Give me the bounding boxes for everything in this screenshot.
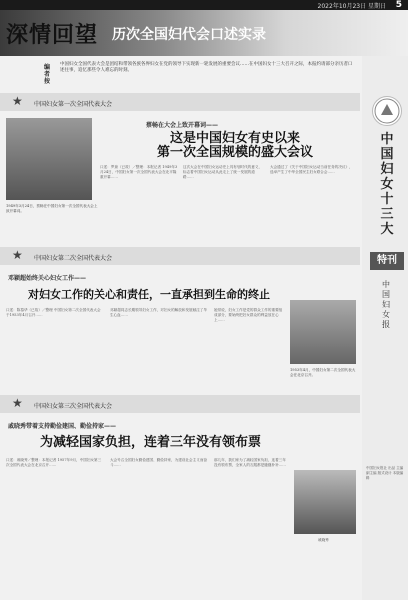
subheading-1: 蔡畅在大会上致开幕词—— (146, 122, 219, 129)
subheading-2: 邓颖超始终关心妇女工作—— (8, 275, 87, 282)
photo-1 (6, 118, 92, 200)
column-3c: 那几年，我们家为了减轻国家负担，连着三年没有领布票，全家人的衣服都是缝缝补补…… (214, 458, 286, 467)
editor-note: 中国妇女全国代表大会是团结和带领各族各界妇女在党的领导下实现新一轮发展的重要会议……在中国妇女十三大召开之际，本报约请部分亲历者口述往事，追忆那些令人难忘的时刻。 (60, 62, 353, 73)
banner-subtitle: 历次全国妇代会口述实录 (112, 27, 266, 43)
newspaper-logo: 中国妇女报 (382, 280, 390, 329)
caption-1: 1949年3月24日，蔡畅在中国妇女第一次全国代表大会上致开幕词。 (6, 204, 98, 213)
photo-3 (294, 470, 356, 534)
photo-2 (290, 300, 356, 364)
column-3a: 口述：戚晓秀／整理：本报记者 1957年9月，中国妇女第三次全国代表大会在北京召开…… (6, 458, 102, 467)
column-2c: 她常说，妇女工作是党的群众工作的重要组成部分，要始终把妇女群众的利益放在心上…… (214, 308, 283, 322)
special-issue-badge: 特刊 (370, 252, 404, 270)
section-title-3: 中国妇女第三次全国代表大会 (34, 403, 113, 410)
star-icon: ★ (12, 396, 23, 410)
headline-3: 为减轻国家负担，连着三年没有领布票 (40, 435, 262, 450)
caption-2: 1953年4月，中国妇女第二次全国代表大会在北京召开。 (290, 368, 356, 377)
column-3b: 大会号召全国妇女勤俭建国、勤俭持家，为建设社会主义而奋斗…… (110, 458, 208, 467)
star-icon: ★ (12, 94, 23, 108)
caption-3: 戚晓秀 (318, 538, 329, 542)
page-number: 5 (395, 0, 402, 10)
womens-federation-emblem-icon (372, 96, 402, 126)
column-2b: 邓颖超同志长期领导妇女工作，对妇女的解放和发展倾注了毕生心血…… (110, 308, 208, 317)
banner-title: 深情回望 (6, 22, 99, 48)
column-1c: 大会通过了《关于中国妇女运动当前任务的决议》，选举产生了中华全国民主妇女联合会…… (270, 165, 353, 174)
sidebar-title: 中国妇女十三大 (380, 132, 394, 237)
editor-note-label: 编者按 (44, 64, 51, 85)
column-1b: 这次大会在中国妇女运动史上具有划时代的意义，标志着中国妇女运动从此走上了统一发展的道路…… (183, 165, 263, 179)
date-line: 2022年10月23日 星期日 (317, 3, 386, 10)
column-2a: 口述：陈慕华（已故）／整理 中国妇女第二次全国代表大会于1953年4月召开…… (6, 308, 101, 317)
section-title-1: 中国妇女第一次全国代表大会 (34, 101, 113, 108)
top-bar (0, 0, 408, 10)
section-title-2: 中国妇女第二次全国代表大会 (34, 255, 113, 262)
headline-2: 对妇女工作的关心和责任，一直承担到生命的终止 (28, 288, 270, 301)
column-1a: 口述：罗琼（已故）／整理：本报记者 1949年3月24日，中国妇女第一次全国代表大会在北平隆重开幕…… (100, 165, 178, 179)
sidebar-credits: 中国妇女报社 出品 主编 副主编 版式设计 本版编辑 (366, 466, 404, 480)
star-icon: ★ (12, 248, 23, 262)
subheading-3: 戚晓秀带着支持勤俭建国、勤俭持家—— (8, 423, 117, 430)
headline-1: 这是中国妇女有史以来 第一次全国规模的盛大会议 (156, 131, 313, 160)
